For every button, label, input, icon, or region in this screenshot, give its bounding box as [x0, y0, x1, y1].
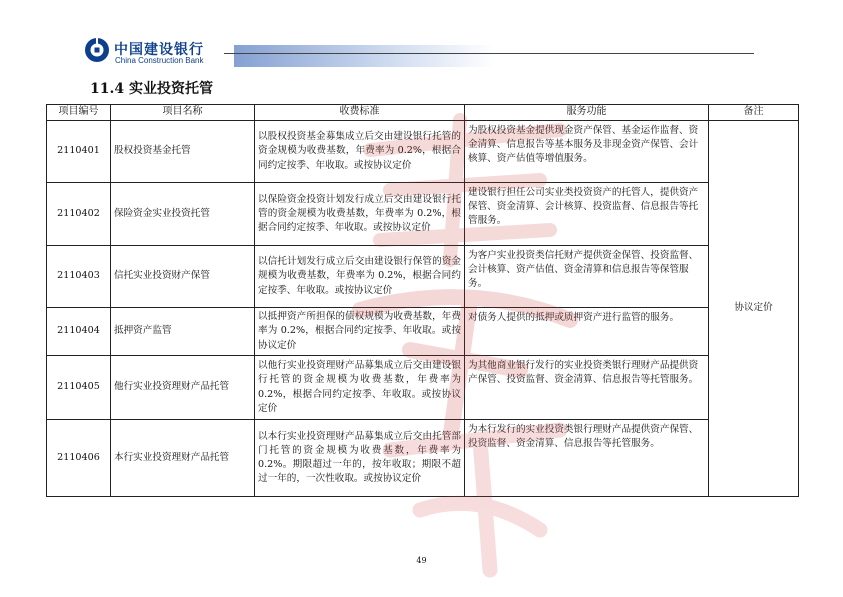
service-function: 为其他商业银行发行的实业投资类银行理财产品提供资产保管、投资监督、资金清算、信息报告等托管服务。: [465, 356, 709, 420]
fee-table: [46, 104, 799, 497]
item-code: 2110406: [47, 420, 111, 497]
table-row: [47, 308, 799, 356]
bank-name-cn: 中国建设银行: [114, 42, 204, 58]
note-cell: 协议定价: [709, 121, 799, 497]
col-header-service: 服务功能: [465, 105, 709, 121]
service-function: 为本行发行的实业投资类银行理财产品提供资产保管、投资监督、资金清算、信息报告等托管服务。: [465, 420, 709, 497]
item-name: 本行实业投资理财产品托管: [111, 420, 255, 497]
item-name: 股权投资基金托管: [111, 121, 255, 183]
col-header-fee: 收费标准: [255, 105, 465, 121]
item-code: 2110403: [47, 246, 111, 308]
table-row: [47, 183, 799, 246]
page-header: [84, 37, 754, 67]
section-title: 11.4 实业投资托管: [90, 81, 213, 97]
header-decoration: [234, 45, 496, 67]
item-code: 2110404: [47, 308, 111, 356]
item-code: 2110402: [47, 183, 111, 246]
col-header-name: 项目名称: [111, 105, 255, 121]
table-row: [47, 420, 799, 497]
col-header-note: 备注: [709, 105, 799, 121]
fee-standard: 以股权投资基金募集成立后交由建设银行托管的资金规模为收费基数，年费率为 0.2%，根据合同约定按季、年收取。或按协议定价: [255, 121, 465, 183]
item-name: 他行实业投资理财产品托管: [111, 356, 255, 420]
table-row: [47, 246, 799, 308]
fee-standard: 以保险资金投资计划发行成立后交由建设银行托管的资金规模为收费基数，年费率为 0.2%，根据合同约定按季、年收取。或按协议定价: [255, 183, 465, 246]
item-code: 2110401: [47, 121, 111, 183]
bank-name-en: China Construction Bank: [115, 56, 204, 65]
header-rule: [224, 53, 754, 54]
table-row: [47, 356, 799, 420]
item-name: 信托实业投资财产保管: [111, 246, 255, 308]
fee-standard: 以本行实业投资理财产品募集成立后交由托管部门托管的资金规模为收费基数，年费率为 0.2%。期限超过一年的，按年收取；期限不超过一年的，一次性收取。或按协议定价: [255, 420, 465, 497]
service-function: 为客户实业投资类信托财产提供资金保管、投资监督、会计核算、资产估值、资金清算和信息报告等保管服务。: [465, 246, 709, 308]
ccb-logo-icon: [84, 37, 110, 63]
table-header-row: [47, 105, 799, 121]
fee-standard: 以信托计划发行成立后交由建设银行保管的资金规模为收费基数，年费率为 0.2%，根据合同约定按季、年收取。或按协议定价: [255, 246, 465, 308]
item-code: 2110405: [47, 356, 111, 420]
page-number: 49: [416, 556, 427, 565]
item-name: 抵押资产监管: [111, 308, 255, 356]
service-function: 对债务人提供的抵押或质押资产进行监管的服务。: [465, 308, 709, 356]
col-header-code: 项目编号: [47, 105, 111, 121]
fee-standard: 以抵押资产所担保的债权规模为收费基数，年费率为 0.2%，根据合同约定按季、年收取。或按协议定价: [255, 308, 465, 356]
item-name: 保险资金实业投资托管: [111, 183, 255, 246]
service-function: 为股权投资基金提供现金资产保管、基金运作监督、资金清算、信息报告等基本服务及非现金资产保管、会计核算、资产估值等增值服务。: [465, 121, 709, 183]
table-row: [47, 121, 799, 183]
service-function: 建设银行担任公司实业类投资资产的托管人，提供资产保管、资金清算、会计核算、投资监督、信息报告等托管服务。: [465, 183, 709, 246]
fee-standard: 以他行实业投资理财产品募集成立后交由建设银行托管的资金规模为收费基数，年费率为 0.2%，根据合同约定按季、年收取。或按协议定价: [255, 356, 465, 420]
